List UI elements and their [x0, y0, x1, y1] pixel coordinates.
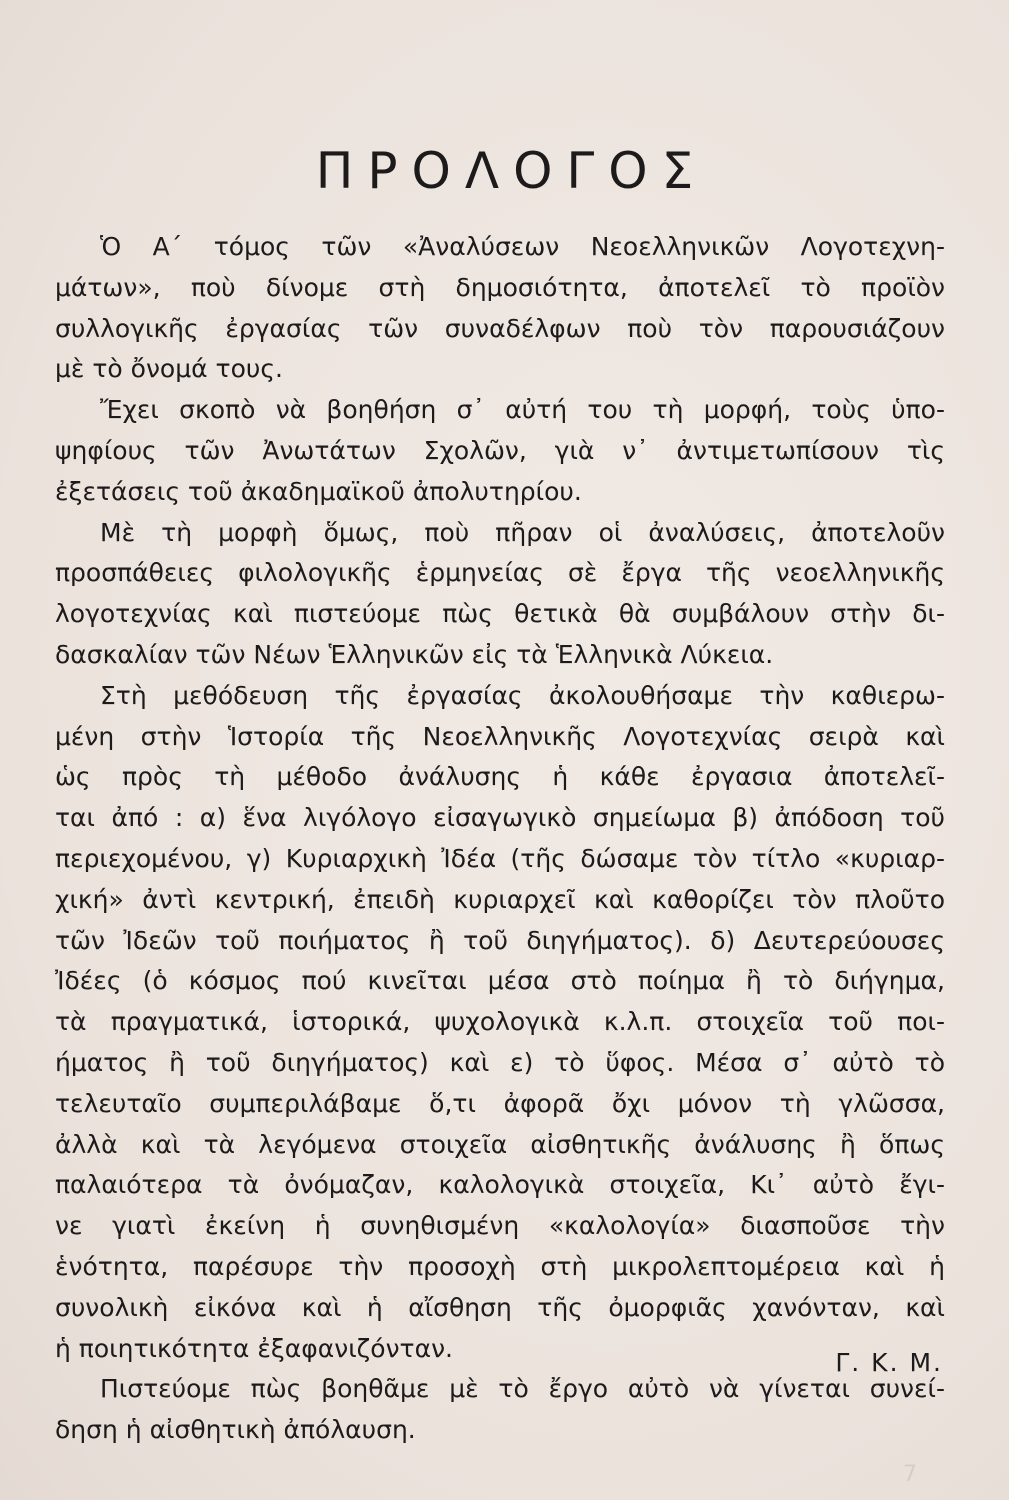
text-line: Μὲ τὴ μορφὴ ὅμως, ποὺ πῆραν οἱ ἀναλύσεις, ἀποτελοῦν	[100, 517, 945, 547]
text-line: ήματος ἢ τοῦ διηγήματος) καὶ ε) τὸ ὕφος. Μέσα σ᾽ αὐτὸ τὸ	[55, 1047, 945, 1077]
text-line: τελευταῖο συμπεριλάβαμε ὅ,τι ἀφορᾶ ὄχι μόνον τὴ γλῶσσα,	[55, 1088, 945, 1118]
text-line: Ἰδέες (ὁ κόσμος πού κινεῖται μέσα στὸ ποίημα ἢ τὸ διήγημα,	[55, 966, 945, 996]
text-line: ὡς πρὸς τὴ μέθοδο ἀνάλυσης ἡ κάθε ἐργασια ἀποτελεῖ-	[55, 762, 945, 792]
text-line: συλλογικῆς ἐργασίας τῶν συναδέλφων ποὺ τὸν παρουσιάζουν	[55, 313, 945, 343]
text-line: παλαιότερα τὰ ὀνόμαζαν, καλολογικὰ στοιχεῖα, Κι᾽ αὐτὸ ἔγι-	[55, 1170, 945, 1200]
text-line: Ἔχει σκοπὸ νὰ βοηθήση σ᾽ αὐτή του τὴ μορφή, τοὺς ὑπο-	[100, 395, 945, 425]
author-initials: Γ. Κ. Μ.	[835, 1348, 943, 1377]
text-line: ἡ ποιητικότητα ἐξαφανιζόνταν.	[55, 1333, 453, 1363]
text-line: Πιστεύομε πὼς βοηθᾶμε μὲ τὸ ἔργο αὐτὸ νὰ γίνεται συνεί-	[100, 1374, 945, 1404]
paragraph-3	[55, 513, 945, 676]
text-line: Ὁ Α΄ τόμος τῶν «Ἀναλύσεων Νεοελληνικῶν Λογοτεχνη-	[100, 232, 945, 261]
text-line: περιεχομένου, γ) Κυριαρχικὴ Ἰδέα (τῆς δώσαμε τὸν τίτλο «κυριαρ-	[55, 843, 945, 873]
text-line: ψηφίους τῶν Ἀνωτάτων Σχολῶν, γιὰ ν᾽ ἀντιμετωπίσουν τὶς	[55, 435, 945, 465]
text-line: χική» ἀντὶ κεντρική, ἐπειδὴ κυριαρχεῖ καὶ καθορίζει τὸν πλοῦτο	[55, 884, 945, 914]
preface-body	[55, 227, 945, 1451]
paragraph-5	[55, 1369, 945, 1451]
page-number: 7	[903, 1462, 917, 1487]
text-line: μάτων», ποὺ δίνομε στὴ δημοσιότητα, ἀποτελεῖ τὸ προϊὸν	[55, 272, 945, 302]
paragraph-1	[55, 227, 945, 390]
text-line: μὲ τὸ ὄνομά τους.	[55, 354, 283, 384]
paragraph-2	[55, 390, 945, 512]
text-line: μένη στὴν Ἱστορία τῆς Νεοελληνικῆς Λογοτεχνίας σειρὰ καὶ	[55, 721, 945, 751]
text-line: ἑνότητα, παρέσυρε τὴν προσοχὴ στὴ μικρολεπτομέρεια καὶ ἡ	[55, 1251, 945, 1281]
text-line: προσπάθειες φιλολογικῆς ἑρμηνείας σὲ ἔργα τῆς νεοελληνικῆς	[55, 558, 945, 588]
text-line: λογοτεχνίας καὶ πιστεύομε πὼς θετικὰ θὰ συμβάλουν στὴν δι-	[55, 599, 945, 629]
text-line: τῶν Ἰδεῶν τοῦ ποιήματος ἢ τοῦ διηγήματος). δ) Δευτερεύουσες	[55, 925, 945, 955]
text-line: τὰ πραγματικά, ἱστορικά, ψυχολογικὰ κ.λ.π. στοιχεῖα τοῦ ποι-	[55, 1007, 945, 1037]
text-line: ἐξετάσεις τοῦ ἀκαδημαϊκοῦ ἀπολυτηρίου.	[55, 476, 582, 506]
text-line: δηση ἡ αἰσθητικὴ ἀπόλαυση.	[55, 1415, 416, 1445]
text-line: ἀλλὰ καὶ τὰ λεγόμενα στοιχεῖα αἰσθητικῆς ἀνάλυσης ἢ ὅπως	[55, 1129, 945, 1159]
text-line: ται ἀπό : α) ἕνα λιγόλογο εἰσαγωγικὸ σημείωμα β) ἀπόδοση τοῦ	[55, 803, 945, 833]
text-line: Στὴ μεθόδευση τῆς ἐργασίας ἀκολουθήσαμε τὴν καθιερω-	[100, 680, 945, 710]
page-title: ΠΡΟΛΟΓΟΣ	[315, 142, 708, 200]
text-line: νε γιατὶ ἐκείνη ἡ συνηθισμένη «καλολογία» διασποῦσε τὴν	[55, 1211, 945, 1241]
text-line: συνολικὴ εἰκόνα καὶ ἡ αἴσθηση τῆς ὀμορφιᾶς χανόνταν, καὶ	[55, 1292, 945, 1322]
paragraph-4	[55, 676, 945, 1370]
text-line: δασκαλίαν τῶν Νέων Ἑλληνικῶν εἰς τὰ Ἑλληνικὰ Λύκεια.	[55, 639, 774, 669]
